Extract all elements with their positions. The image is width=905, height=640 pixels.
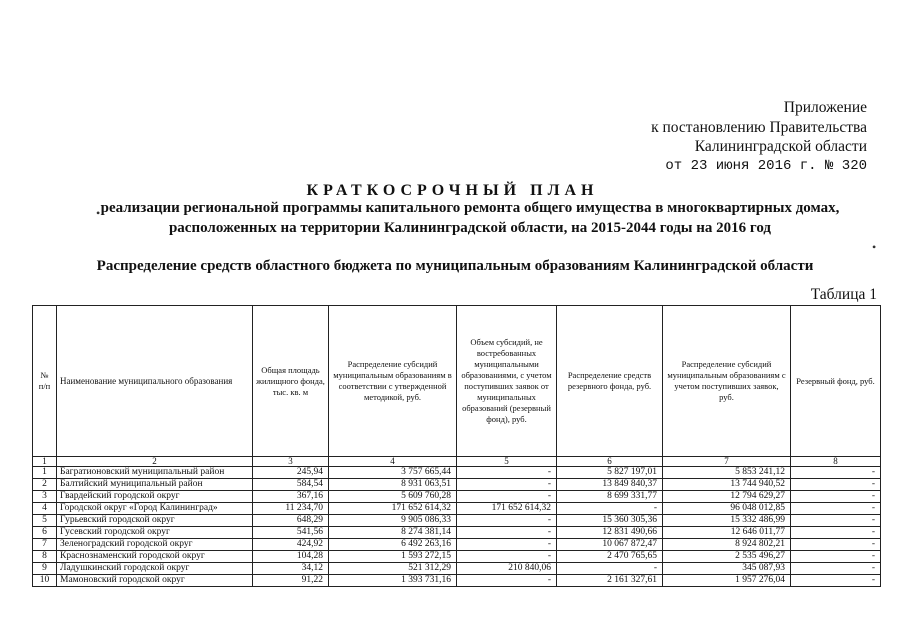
- final-value: 8 924 802,21: [663, 539, 791, 551]
- column-number: 3: [253, 457, 329, 467]
- final-value: 12 794 629,27: [663, 491, 791, 503]
- fund-value: -: [791, 467, 881, 479]
- unclaimed-value: -: [457, 515, 557, 527]
- final-value: 13 744 940,52: [663, 479, 791, 491]
- column-number: 7: [663, 457, 791, 467]
- method-value: 8 931 063,51: [329, 479, 457, 491]
- header-final-distribution: Распределение субсидий муниципальным образованиям с учетом поступивших заявок, руб.: [663, 306, 791, 457]
- header-method-distribution: Распределение субсидий муниципальным образованиям в соответствии с утвержденной методикой, руб.: [329, 306, 457, 457]
- appendix-block: [651, 98, 867, 176]
- method-value: 9 905 086,33: [329, 515, 457, 527]
- area-value: 34,12: [253, 563, 329, 575]
- method-value: 171 652 614,32: [329, 503, 457, 515]
- method-value: 3 757 665,44: [329, 467, 457, 479]
- fund-value: -: [791, 503, 881, 515]
- reserve-value: 2 470 765,65: [557, 551, 663, 563]
- fund-value: -: [791, 527, 881, 539]
- scan-mark: •: [96, 206, 101, 220]
- appendix-line-2: к постановлению Правительства: [651, 118, 867, 136]
- row-number: 3: [33, 491, 57, 503]
- municipality-name: Городской округ «Город Калининград»: [57, 503, 253, 515]
- municipality-name: Балтийский муниципальный район: [57, 479, 253, 491]
- subtitle-line-2: расположенных на территории Калининградской области, на 2015-2044 годы на 2016 год: [168, 219, 772, 236]
- table-header-row: [33, 306, 881, 457]
- unclaimed-value: -: [457, 527, 557, 539]
- section-heading: Распределение средств областного бюджета по муниципальным образованиям Калининградской области: [96, 258, 814, 274]
- reserve-value: 2 161 327,61: [557, 575, 663, 587]
- header-municipality: Наименование муниципального образования: [57, 306, 253, 457]
- final-value: 1 957 276,04: [663, 575, 791, 587]
- header-number: № п/п: [33, 306, 57, 457]
- method-value: 521 312,29: [329, 563, 457, 575]
- reserve-value: -: [557, 503, 663, 515]
- column-number-row: [33, 457, 881, 467]
- header-unclaimed: Объем субсидий, не востребованных муниципальными образованиями, с учетом поступивших заявок от муниципальных образований (резервный фонд), руб.: [457, 306, 557, 457]
- reserve-value: -: [557, 563, 663, 575]
- unclaimed-value: 171 652 614,32: [457, 503, 557, 515]
- area-value: 424,92: [253, 539, 329, 551]
- unclaimed-value: -: [457, 467, 557, 479]
- area-value: 648,29: [253, 515, 329, 527]
- fund-value: -: [791, 491, 881, 503]
- area-value: 245,94: [253, 467, 329, 479]
- unclaimed-value: -: [457, 479, 557, 491]
- row-number: 1: [33, 467, 57, 479]
- document-title: КРАТКОСРОЧНЫЙ ПЛАН: [306, 182, 599, 199]
- column-number: 2: [57, 457, 253, 467]
- final-value: 2 535 496,27: [663, 551, 791, 563]
- header-reserve-distribution: Распределение средств резервного фонда, руб.: [557, 306, 663, 457]
- municipality-name: Багратионовский муниципальный район: [57, 467, 253, 479]
- final-value: 345 087,93: [663, 563, 791, 575]
- fund-value: -: [791, 551, 881, 563]
- row-number: 4: [33, 503, 57, 515]
- reserve-value: 5 827 197,01: [557, 467, 663, 479]
- municipality-name: Мамоновский городской округ: [57, 575, 253, 587]
- fund-value: -: [791, 479, 881, 491]
- row-number: 5: [33, 515, 57, 527]
- area-value: 91,22: [253, 575, 329, 587]
- table-row: [33, 467, 881, 479]
- row-number: 10: [33, 575, 57, 587]
- table-row: [33, 539, 881, 551]
- area-value: 104,28: [253, 551, 329, 563]
- table-row: [33, 527, 881, 539]
- area-value: 11 234,70: [253, 503, 329, 515]
- reserve-value: 8 699 331,77: [557, 491, 663, 503]
- method-value: 8 274 381,14: [329, 527, 457, 539]
- unclaimed-value: 210 840,06: [457, 563, 557, 575]
- table-row: [33, 575, 881, 587]
- table-row: [33, 563, 881, 575]
- appendix-line-3: Калининградской области: [694, 138, 867, 155]
- area-value: 584,54: [253, 479, 329, 491]
- header-area: Общая площадь жилищного фонда, тыс. кв. м: [253, 306, 329, 457]
- method-value: 1 593 272,15: [329, 551, 457, 563]
- row-number: 9: [33, 563, 57, 575]
- reserve-value: 10 067 872,47: [557, 539, 663, 551]
- table-row: [33, 551, 881, 563]
- row-number: 2: [33, 479, 57, 491]
- appendix-date-line: от 23 июня 2016 г. № 320: [665, 157, 867, 174]
- reserve-value: 12 831 490,66: [557, 527, 663, 539]
- table-row: [33, 479, 881, 491]
- final-value: 96 048 012,85: [663, 503, 791, 515]
- table-row: [33, 515, 881, 527]
- column-number: 8: [791, 457, 881, 467]
- column-number: 5: [457, 457, 557, 467]
- method-value: 1 393 731,16: [329, 575, 457, 587]
- method-value: 6 492 263,16: [329, 539, 457, 551]
- method-value: 5 609 760,28: [329, 491, 457, 503]
- area-value: 541,56: [253, 527, 329, 539]
- budget-table: [32, 305, 881, 587]
- unclaimed-value: -: [457, 539, 557, 551]
- table-row: [33, 491, 881, 503]
- unclaimed-value: -: [457, 491, 557, 503]
- row-number: 6: [33, 527, 57, 539]
- fund-value: -: [791, 575, 881, 587]
- municipality-name: Ладушкинский городской округ: [57, 563, 253, 575]
- municipality-name: Зеленоградский городской округ: [57, 539, 253, 551]
- unclaimed-value: -: [457, 575, 557, 587]
- municipality-name: Гвардейский городской округ: [57, 491, 253, 503]
- appendix-line-1: Приложение: [783, 99, 867, 116]
- table-label: Таблица 1: [810, 286, 877, 303]
- column-number: 1: [33, 457, 57, 467]
- municipality-name: Краснознаменский городской округ: [57, 551, 253, 563]
- final-value: 12 646 011,77: [663, 527, 791, 539]
- column-number: 4: [329, 457, 457, 467]
- area-value: 367,16: [253, 491, 329, 503]
- reserve-value: 15 360 305,36: [557, 515, 663, 527]
- unclaimed-value: -: [457, 551, 557, 563]
- fund-value: -: [791, 563, 881, 575]
- column-number: 6: [557, 457, 663, 467]
- header-reserve-fund: Резервный фонд, руб.: [791, 306, 881, 457]
- row-number: 8: [33, 551, 57, 563]
- municipality-name: Гурьевский городской округ: [57, 515, 253, 527]
- table-row: [33, 503, 881, 515]
- reserve-value: 13 849 840,37: [557, 479, 663, 491]
- document-subtitle: [80, 199, 860, 238]
- row-number: 7: [33, 539, 57, 551]
- fund-value: -: [791, 539, 881, 551]
- scan-mark: •: [872, 240, 877, 254]
- subtitle-line-1: реализации региональной программы капитального ремонта общего имущества в многоквартирных домах,: [100, 200, 840, 216]
- final-value: 15 332 486,99: [663, 515, 791, 527]
- municipality-name: Гусевский городской округ: [57, 527, 253, 539]
- fund-value: -: [791, 515, 881, 527]
- final-value: 5 853 241,12: [663, 467, 791, 479]
